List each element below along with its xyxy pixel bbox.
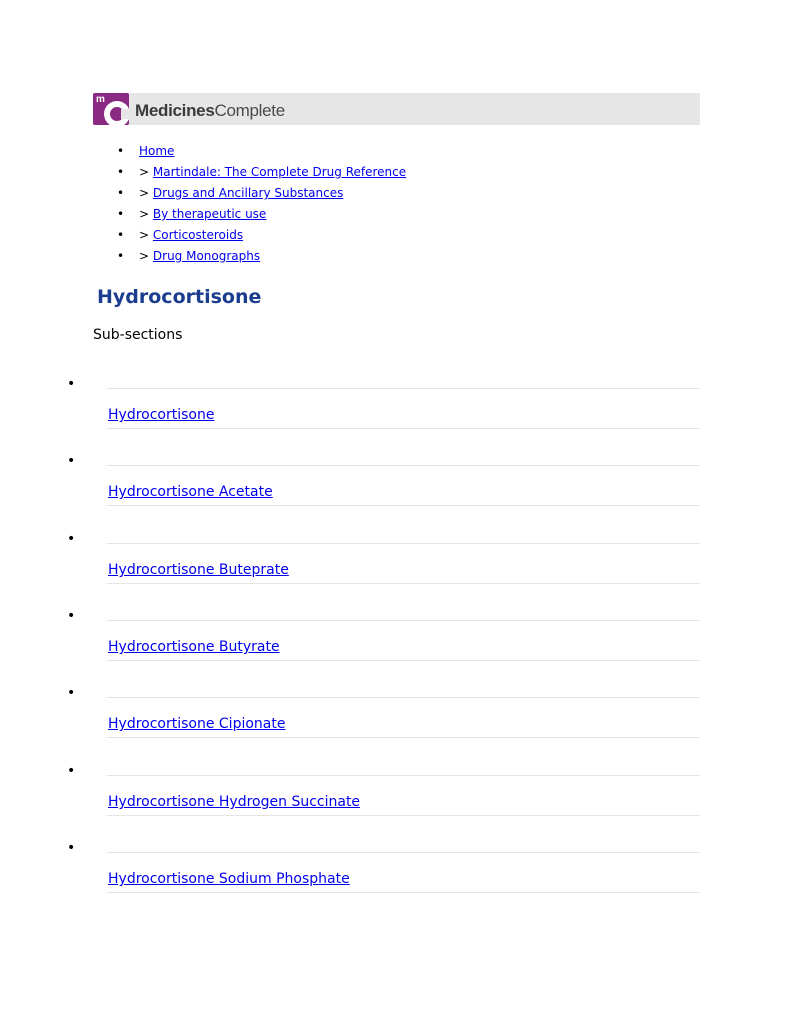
- breadcrumb-link-drug-monographs[interactable]: Drug Monographs: [152, 249, 261, 263]
- bullet: •: [117, 228, 125, 242]
- bullet: •: [117, 144, 125, 158]
- bullet: •: [67, 453, 76, 469]
- breadcrumb-link-drugs[interactable]: Drugs and Ancillary Substances: [152, 186, 344, 200]
- bullet: •: [117, 186, 125, 200]
- divider: [107, 543, 700, 544]
- subsection-link-butyrate[interactable]: Hydrocortisone Butyrate: [108, 639, 280, 655]
- breadcrumb: [117, 141, 406, 267]
- divider: [107, 815, 700, 816]
- page-title: Hydrocortisone: [97, 286, 262, 308]
- list-item: [0, 609, 791, 686]
- list-item: [0, 532, 791, 609]
- breadcrumb-link-martindale[interactable]: Martindale: The Complete Drug Reference: [152, 165, 407, 179]
- subsection-link-buteprate[interactable]: Hydrocortisone Buteprate: [108, 562, 289, 578]
- divider: [107, 428, 700, 429]
- logo-mark-icon: [93, 93, 129, 125]
- bullet: •: [67, 376, 76, 392]
- logo-letter: m: [96, 94, 105, 105]
- subsection-link-cipionate[interactable]: Hydrocortisone Cipionate: [108, 716, 286, 732]
- breadcrumb-separator: >: [139, 228, 150, 242]
- subsection-link-sodium-phosphate[interactable]: Hydrocortisone Sodium Phosphate: [108, 871, 350, 887]
- list-item: [0, 764, 791, 841]
- logo-wordmark-light: Complete: [214, 101, 285, 120]
- divider: [107, 852, 700, 853]
- bullet: •: [117, 249, 125, 263]
- divider: [107, 388, 700, 389]
- divider: [107, 620, 700, 621]
- list-item: [0, 454, 791, 531]
- breadcrumb-item: [117, 141, 406, 162]
- bullet: •: [67, 840, 76, 856]
- breadcrumb-separator: >: [139, 165, 150, 179]
- breadcrumb-item: [117, 162, 406, 183]
- bullet: •: [67, 531, 76, 547]
- subsection-link-acetate[interactable]: Hydrocortisone Acetate: [108, 484, 273, 500]
- list-item: [0, 841, 791, 918]
- divider: [107, 505, 700, 506]
- divider: [107, 697, 700, 698]
- breadcrumb-item: [117, 225, 406, 246]
- subsection-link-hydrocortisone[interactable]: Hydrocortisone: [108, 407, 215, 423]
- bullet: •: [67, 763, 76, 779]
- breadcrumb-item: [117, 204, 406, 225]
- divider: [107, 583, 700, 584]
- breadcrumb-item: [117, 246, 406, 267]
- list-item: [0, 686, 791, 763]
- divider: [107, 465, 700, 466]
- breadcrumb-link-corticosteroids[interactable]: Corticosteroids: [152, 228, 244, 242]
- logo-wordmark: [135, 101, 285, 121]
- logo-wordmark-bold: Medicines: [135, 101, 215, 120]
- site-header: [93, 93, 700, 125]
- divider: [107, 737, 700, 738]
- bullet: •: [117, 207, 125, 221]
- divider: [107, 775, 700, 776]
- subsection-link-hydrogen-succinate[interactable]: Hydrocortisone Hydrogen Succinate: [108, 794, 361, 810]
- breadcrumb-item: [117, 183, 406, 204]
- divider: [107, 892, 700, 893]
- breadcrumb-link-therapeutic-use[interactable]: By therapeutic use: [152, 207, 267, 221]
- breadcrumb-separator: >: [139, 207, 150, 221]
- subsections-label: Sub-sections: [93, 327, 183, 343]
- bullet: •: [67, 608, 76, 624]
- divider: [107, 660, 700, 661]
- breadcrumb-separator: >: [139, 249, 150, 263]
- breadcrumb-separator: >: [139, 186, 150, 200]
- list-item: [0, 377, 791, 454]
- breadcrumb-link-home[interactable]: Home: [139, 144, 175, 158]
- medicinescomplete-logo[interactable]: [93, 93, 285, 125]
- bullet: •: [117, 165, 125, 179]
- bullet: •: [67, 685, 76, 701]
